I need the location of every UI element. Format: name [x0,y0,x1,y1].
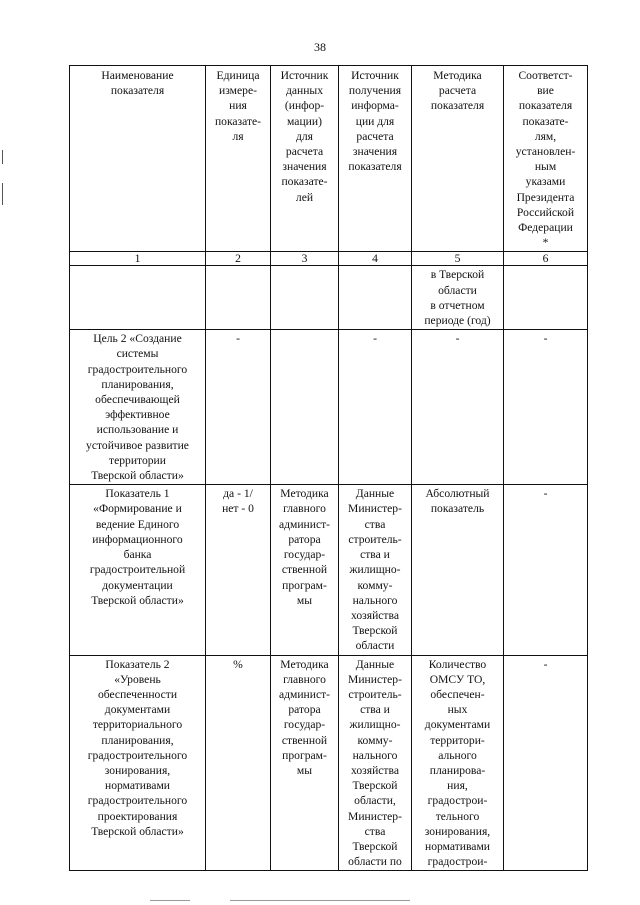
column-number: 3 [271,252,339,266]
cell-info-source: - [339,330,412,485]
header-data-source: Источник данных (инфор- мации) для расчета значения показате- лей [271,66,339,252]
header-row [70,66,588,252]
table-row [70,655,588,871]
cell-compliance: - [504,485,588,655]
cell-compliance [504,266,588,330]
cell-compliance: - [504,330,588,485]
cell-data-source [271,266,339,330]
cell-data-source: Методика главного админист- ратора государ- ственной програм- мы [271,655,339,871]
cell-name: Показатель 2 «Уровень обеспеченности документами территориального планирования, градостроительного зонирования, нормативами градостроительного проектирования Тверской области» [70,655,206,871]
table-row [70,485,588,655]
cell-info-source: Данные Министер- ства строитель- ства и жилищно- комму- нального хозяйства Тверской области [339,485,412,655]
column-number: 1 [70,252,206,266]
scan-mark [2,150,3,164]
header-unit: Единица измере- ния показате- ля [206,66,271,252]
cell-data-source: Методика главного админист- ратора государ- ственной програм- мы [271,485,339,655]
scan-mark [2,183,3,205]
header-info-source: Источник получения информа- ции для расчета значения показателя [339,66,412,252]
cell-info-source: Данные Министер- строитель- ства и жилищно- комму- нального хозяйства Тверской области, Министер- ства Тверской области по [339,655,412,871]
table-row [70,266,588,330]
cell-method: Абсолютный показатель [412,485,504,655]
cell-info-source [339,266,412,330]
indicators-table [69,65,588,871]
table-row [70,330,588,485]
cell-name: Показатель 1 «Формирование и ведение Единого информационного банка градостроительной документации Тверской области» [70,485,206,655]
scan-artifact [230,900,410,901]
cell-unit: - [206,330,271,485]
cell-method: в Тверской области в отчетном периоде (год) [412,266,504,330]
header-president-compliance: Соответст- вие показателя показате- лям, установлен- ным указами Президента Российской Федерации * [504,66,588,252]
cell-data-source [271,330,339,485]
cell-compliance: - [504,655,588,871]
column-number: 6 [504,252,588,266]
cell-unit: да - 1/ нет - 0 [206,485,271,655]
cell-name [70,266,206,330]
column-number: 4 [339,252,412,266]
header-indicator-name: Наименование показателя [70,66,206,252]
cell-method: - [412,330,504,485]
scan-artifact [150,900,190,901]
page-number: 38 [314,40,326,54]
cell-unit: % [206,655,271,871]
column-number: 2 [206,252,271,266]
column-number: 5 [412,252,504,266]
cell-method: Количество ОМСУ ТО, обеспечен- ных документами территори- ального планирова- ния, градострои- тельного зонирования, нормативами градострои- [412,655,504,871]
cell-unit [206,266,271,330]
column-number-row [70,252,588,266]
header-method: Методика расчета показателя [412,66,504,252]
cell-name: Цель 2 «Создание системы градостроительного планирования, обеспечивающей эффективное использование и устойчивое развитие территории Тверской области» [70,330,206,485]
